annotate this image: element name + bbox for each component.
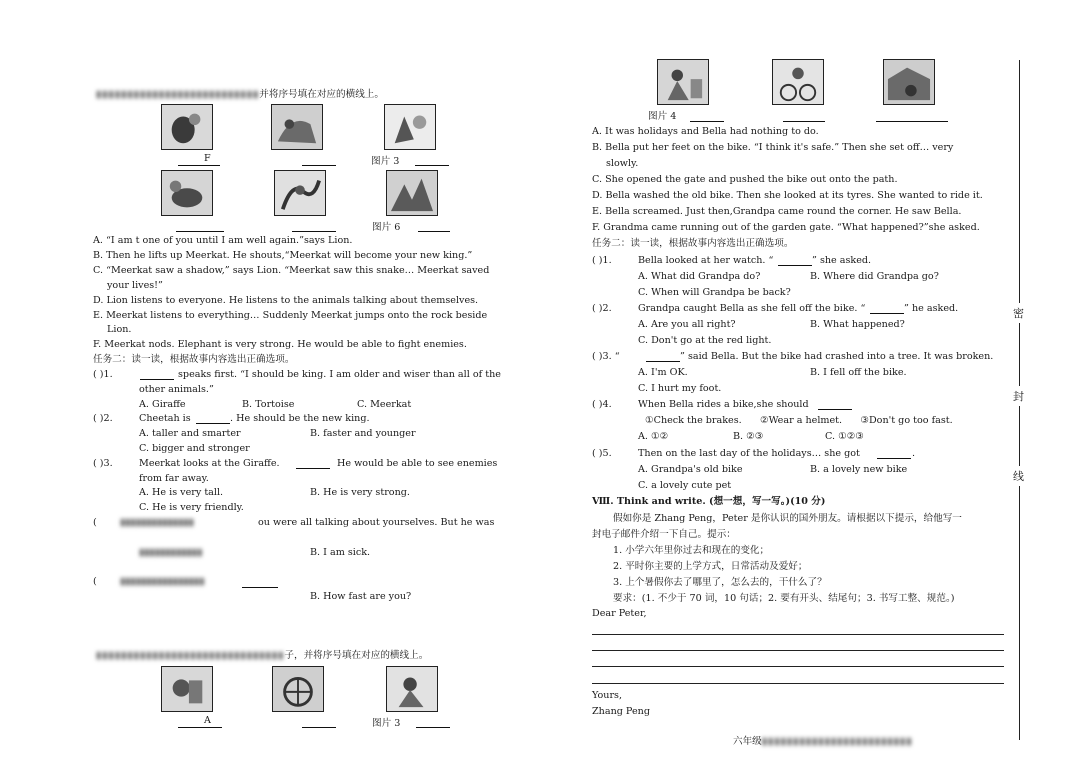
question-1-option-b[interactable]: B. Tortoise bbox=[242, 399, 295, 410]
question-5-number: ( bbox=[93, 576, 97, 587]
bella-question-4-option-c[interactable]: C. ①②③ bbox=[825, 431, 864, 442]
bella-story-c: C. She opened the gate and pushed the bike out onto the path. bbox=[592, 174, 898, 185]
bella-question-3-option-c[interactable]: C. I hurt my foot. bbox=[638, 383, 722, 394]
bella-story-f: F. Grandma came running out of the garden gate. “What happened?”she asked. bbox=[592, 222, 980, 233]
writing-prompt-line2: 封电子邮件介绍一下自己。提示： bbox=[592, 529, 736, 540]
letter-closing: Yours, bbox=[592, 690, 623, 701]
bella-story-a: A. It was holidays and Bella had nothing to do. bbox=[592, 126, 819, 137]
story-sentence-e-cont: Lion. bbox=[107, 324, 132, 335]
story-sentence-a: A. “I am t one of you until I am well again.”says Lion. bbox=[93, 235, 353, 246]
letter-signature: Zhang Peng bbox=[592, 706, 650, 717]
picture-9-label: 图片 3 bbox=[372, 718, 401, 729]
bella-question-3-number: ( )3. “ bbox=[592, 351, 620, 362]
bella-question-3-blank[interactable] bbox=[646, 361, 680, 362]
bella-question-2-number: ( )2. bbox=[592, 303, 612, 314]
writing-line-4[interactable] bbox=[592, 683, 1004, 684]
question-3-stem-c: from far away. bbox=[139, 473, 209, 484]
story-sentence-d: D. Lion listens to everyone. He listens to the animals talking about themselves. bbox=[93, 295, 479, 306]
bella-picture-4 bbox=[657, 59, 709, 105]
bella-story-b-cont: slowly. bbox=[606, 158, 639, 169]
story-picture-7 bbox=[161, 666, 213, 712]
bella-question-1-option-b[interactable]: B. Where did Grandpa go? bbox=[810, 271, 939, 282]
bella-question-1-option-a[interactable]: A. What did Grandpa do? bbox=[638, 271, 761, 282]
section1-instruction: ▮▮▮▮▮▮▮▮▮▮▮▮▮▮▮▮▮▮▮▮▮▮▮▮▮▮并将序号填在对应的横线上。 bbox=[96, 89, 384, 100]
question-2-option-b[interactable]: B. faster and younger bbox=[310, 428, 416, 439]
story-sentence-c: C. “Meerkat saw a shadow,” says Lion. “Meerkat saw this snake… Meerkat saved bbox=[93, 265, 490, 276]
letter-greeting: Dear Peter, bbox=[592, 608, 647, 619]
question-3-option-b[interactable]: B. He is very strong. bbox=[310, 487, 410, 498]
story-picture-5 bbox=[274, 170, 326, 216]
question-2-stem-a: Cheetah is bbox=[139, 413, 191, 424]
page-footer: 六年级▮▮▮▮▮▮▮▮▮▮▮▮▮▮▮▮▮▮▮▮▮▮▮▮ bbox=[733, 736, 913, 747]
question-5-option-b[interactable]: B. How fast are you? bbox=[310, 591, 412, 602]
picture-3-label: 图片 3 bbox=[371, 156, 400, 167]
bella-question-3-option-a[interactable]: A. I'm OK. bbox=[638, 367, 688, 378]
bella-question-2-stem-a: Grandpa caught Bella as she fell off the bike. “ bbox=[638, 303, 866, 314]
writing-requirements: 要求：(1. 不少于 70 词，10 句话；2. 要有开头、结尾句；3. 书写工整、规范。) bbox=[613, 593, 955, 604]
question-1-stem-cont: other animals.” bbox=[139, 384, 214, 395]
question-3-stem-a: Meerkat looks at the Giraffe. bbox=[139, 458, 280, 469]
story-sentence-b: B. Then he lifts up Meerkat. He shouts,“Meerkat will become your new king.” bbox=[93, 250, 473, 261]
story-picture-1 bbox=[161, 104, 213, 150]
bella-question-2-option-a[interactable]: A. Are you all right? bbox=[638, 319, 736, 330]
bella-question-4-number: ( )4. bbox=[592, 399, 612, 410]
bella-question-1-number: ( )1. bbox=[592, 255, 612, 266]
writing-hint-3: 3. 上个暑假你去了哪里了，怎么去的，干什么了？ bbox=[613, 577, 827, 588]
bella-question-4-option-a[interactable]: A. ①② bbox=[638, 431, 669, 442]
bella-question-2-option-c[interactable]: C. Don't go at the red light. bbox=[638, 335, 772, 346]
story-sentence-e: E. Meerkat listens to everything… Suddenly Meerkat jumps onto the rock beside bbox=[93, 310, 488, 321]
bella-question-5-stem-a: Then on the last day of the holidays… she got bbox=[638, 448, 860, 459]
writing-line-3[interactable] bbox=[592, 666, 1004, 667]
question-2-option-c[interactable]: C. bigger and stronger bbox=[139, 443, 250, 454]
bella-question-2-stem-b: ” he asked. bbox=[904, 303, 959, 314]
question-2-blank[interactable] bbox=[196, 423, 230, 424]
bella-question-5-option-a[interactable]: A. Grandpa's old bike bbox=[638, 464, 743, 475]
question-4-stem: ou were all talking about yourselves. But he was bbox=[258, 517, 495, 528]
question-2-stem-b: . He should be the new king. bbox=[230, 413, 370, 424]
question-4-option-b[interactable]: B. I am sick. bbox=[310, 547, 371, 558]
writing-hint-2: 2. 平时你主要的上学方式，日常活动及爱好； bbox=[613, 561, 808, 572]
bella-question-4-blank[interactable] bbox=[818, 409, 852, 410]
bella-task2-title: 任务二：读一读，根据故事内容选出正确选项。 bbox=[592, 238, 794, 249]
question-3-option-a[interactable]: A. He is very tall. bbox=[139, 487, 224, 498]
bella-question-3-option-b[interactable]: B. I fell off the bike. bbox=[810, 367, 907, 378]
bella-picture-4-label: 图片 4 bbox=[648, 111, 677, 122]
question-3-number: ( )3. bbox=[93, 458, 113, 469]
question-3-stem-b: He would be able to see enemies bbox=[337, 458, 498, 469]
question-1-number: ( )1. bbox=[93, 369, 113, 380]
bella-story-e: E. Bella screamed. Just then,Grandpa came round the corner. He saw Bella. bbox=[592, 206, 962, 217]
writing-line-1[interactable] bbox=[592, 634, 1004, 635]
picture-6-label: 图片 6 bbox=[372, 222, 401, 233]
bella-question-4-option-b[interactable]: B. ②③ bbox=[733, 431, 764, 442]
story-picture-4 bbox=[161, 170, 213, 216]
bella-question-4-stem: When Bella rides a bike,she should bbox=[638, 399, 809, 410]
binding-char-2: 封 bbox=[1013, 386, 1024, 406]
writing-hint-1: 1. 小学六年里你过去和现在的变化； bbox=[613, 545, 770, 556]
bella-question-1-option-c[interactable]: C. When will Grandpa be back? bbox=[638, 287, 791, 298]
question-1-option-c[interactable]: C. Meerkat bbox=[357, 399, 412, 410]
writing-line-2[interactable] bbox=[592, 650, 1004, 651]
bella-question-3-stem: ” said Bella. But the bike had crashed into a tree. It was broken. bbox=[680, 351, 994, 362]
story-picture-6 bbox=[386, 170, 438, 216]
writing-prompt-line1: 假如你是 Zhang Peng，Peter 是你认识的国外朋友。请根据以下提示，给他写一 bbox=[613, 513, 962, 524]
question-3-option-c[interactable]: C. He is very friendly. bbox=[139, 502, 244, 513]
bella-question-2-blank[interactable] bbox=[870, 313, 904, 314]
story-picture-8 bbox=[272, 666, 324, 712]
story-sentence-c-cont: your lives!” bbox=[107, 280, 163, 291]
story-picture-2 bbox=[271, 104, 323, 150]
bella-question-5-stem-b: . bbox=[912, 448, 916, 459]
picture-7-answer: A bbox=[204, 715, 211, 726]
bella-picture-5 bbox=[772, 59, 824, 105]
question-2-option-a[interactable]: A. taller and smarter bbox=[139, 428, 241, 439]
question-3-blank[interactable] bbox=[296, 468, 330, 469]
bella-question-2-option-b[interactable]: B. What happened? bbox=[810, 319, 905, 330]
story-picture-9 bbox=[386, 666, 438, 712]
bella-question-5-option-c[interactable]: C. a lovely cute pet bbox=[638, 480, 732, 491]
bella-question-5-number: ( )5. bbox=[592, 448, 612, 459]
bella-question-1-stem-b: ” she asked. bbox=[812, 255, 872, 266]
question-1-stem: speaks first. “I should be king. I am older and wiser than all of the bbox=[178, 369, 501, 380]
bella-question-5-blank[interactable] bbox=[877, 458, 911, 459]
bella-question-1-stem-a: Bella looked at her watch. “ bbox=[638, 255, 774, 266]
binding-char-1: 密 bbox=[1013, 303, 1024, 323]
question-1-option-a[interactable]: A. Giraffe bbox=[139, 399, 186, 410]
story-sentence-f: F. Meerkat nods. Elephant is very strong. He would be able to fight enemies. bbox=[93, 339, 467, 350]
question-1-blank[interactable] bbox=[140, 379, 174, 380]
bella-question-5-option-b[interactable]: B. a lovely new bike bbox=[810, 464, 908, 475]
task2-title: 任务二：读一读，根据故事内容选出正确选项。 bbox=[93, 354, 295, 365]
section2-instruction: ▮▮▮▮▮▮▮▮▮▮▮▮▮▮▮▮▮▮▮▮▮▮▮▮▮▮▮▮▮▮子，并将序号填在对应的横线上。 bbox=[96, 650, 429, 661]
bella-question-1-blank[interactable] bbox=[778, 265, 812, 266]
bella-question-4-choices: ①Check the brakes. ②Wear a helmet. ③Don't go too fast. bbox=[645, 415, 953, 426]
story-picture-3 bbox=[384, 104, 436, 150]
question-2-number: ( )2. bbox=[93, 413, 113, 424]
picture-1-answer: F bbox=[204, 153, 211, 164]
bella-story-d: D. Bella washed the old bike. Then she looked at its tyres. She wanted to ride it. bbox=[592, 190, 983, 201]
question-4-number: ( bbox=[93, 517, 97, 528]
section8-title: Ⅷ. Think and write. (想一想，写一写。)(10 分) bbox=[592, 496, 826, 507]
binding-char-3: 线 bbox=[1013, 466, 1024, 486]
bella-story-b: B. Bella put her feet on the bike. “I think it's safe.” Then she set off… very bbox=[592, 142, 954, 153]
bella-picture-6 bbox=[883, 59, 935, 105]
